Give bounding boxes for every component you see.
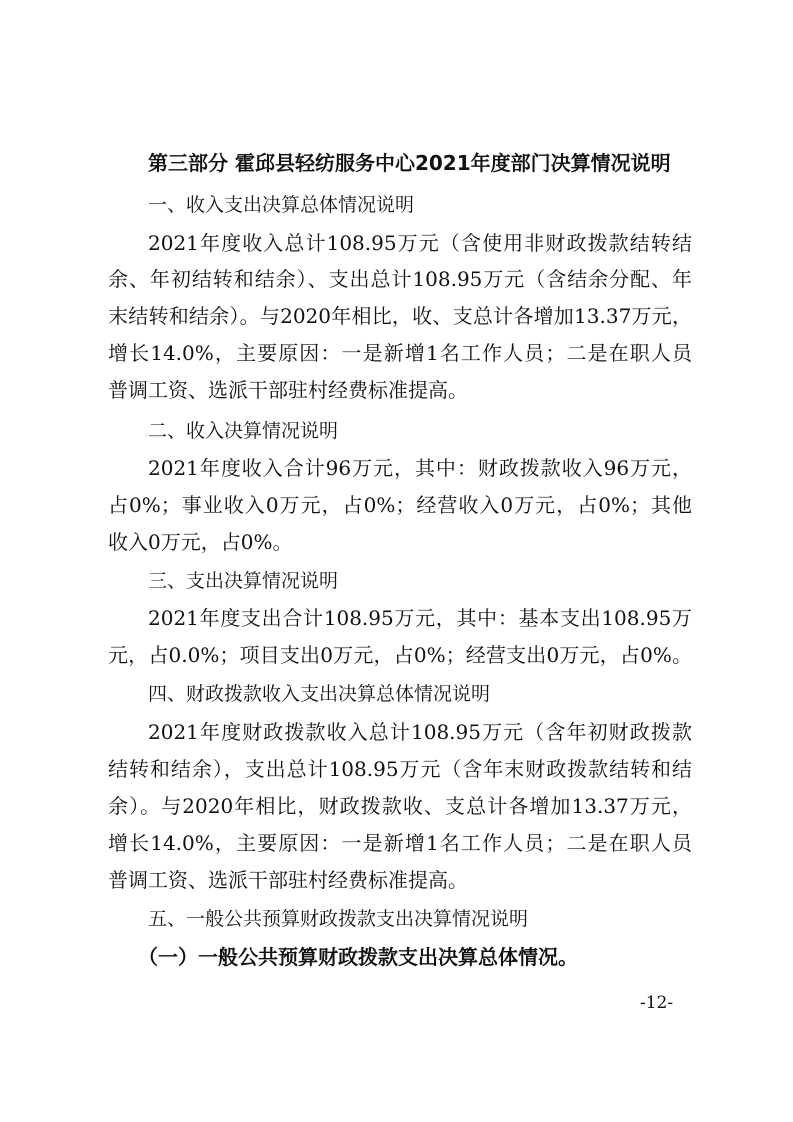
section-heading-1: 一、收入支出决算总体情况说明 — [148, 194, 415, 216]
paragraph-line: 增长14.0%，主要原因：一是新增1名工作人员；二是在职人员 — [108, 831, 692, 855]
paragraph-line: 元，占0.0%；项目支出0万元，占0%；经营支出0万元，占0%。 — [108, 643, 692, 667]
paragraph-line: 2021年度支出合计108.95万元，其中：基本支出108.95万 — [148, 606, 692, 630]
section-heading-5: 五、一般公共预算财政拨款支出决算情况说明 — [148, 908, 529, 930]
section-heading-4: 四、财政拨款收入支出决算总体情况说明 — [148, 683, 491, 705]
page-title: 第三部分 霍邱县轻纺服务中心2021年度部门决算情况说明 — [148, 151, 671, 175]
paragraph-line: 2021年度收入合计96万元，其中：财政拨款收入96万元， — [148, 456, 692, 480]
page-number: -12- — [640, 993, 674, 1013]
paragraph-line: 结转和结余），支出总计108.95万元（含年末财政拨款结转和结 — [108, 757, 692, 781]
paragraph-line: 占0%；事业收入0万元，占0%；经营收入0万元，占0%；其他 — [108, 493, 692, 517]
paragraph-line: 2021年度收入总计108.95万元（含使用非财政拨款结转结 — [148, 231, 692, 255]
subsection-heading: （一）一般公共预算财政拨款支出决算总体情况。 — [138, 945, 578, 969]
section-heading-3: 三、支出决算情况说明 — [148, 570, 339, 592]
paragraph-line: 增长14.0%，主要原因：一是新增1名工作人员；二是在职人员 — [108, 341, 692, 365]
section-heading-2: 二、收入决算情况说明 — [148, 420, 339, 442]
paragraph-line: 收入0万元，占0%。 — [108, 530, 293, 554]
paragraph-line: 余、年初结转和结余）、支出总计108.95万元（含结余分配、年 — [108, 267, 692, 291]
paragraph-line: 2021年度财政拨款收入总计108.95万元（含年初财政拨款 — [148, 720, 692, 744]
paragraph-line: 普调工资、选派干部驻村经费标准提高。 — [108, 868, 468, 892]
paragraph-line: 末结转和结余）。与2020年相比，收、支总计各增加13.37万元， — [108, 304, 692, 328]
paragraph-line: 普调工资、选派干部驻村经费标准提高。 — [108, 378, 468, 402]
paragraph-line: 余）。与2020年相比，财政拨款收、支总计各增加13.37万元， — [108, 794, 692, 818]
